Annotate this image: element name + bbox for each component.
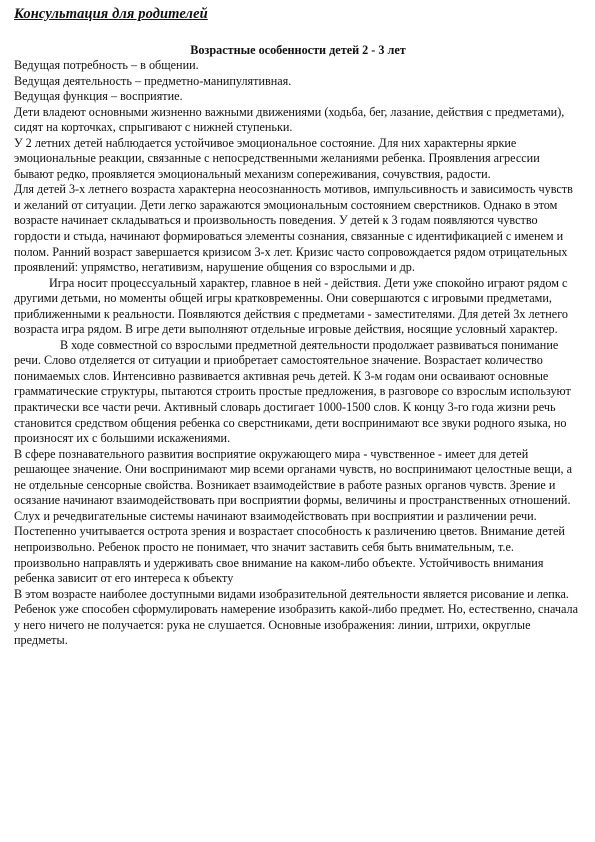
document-page	[14, 5, 582, 649]
paragraph: Дети владеют основными жизненно важными движениями (ходьба, бег, лазание, действия с предметами), сидят на корточках, спрыгивают с нижней ступеньки.	[14, 104, 565, 135]
paragraph: Ведущая деятельность – предметно-манипулятивная.	[14, 73, 292, 88]
paragraph: Ведущая функция – восприятие.	[14, 89, 183, 104]
paragraph: Для детей 3-х летнего возраста характерна неосознанность мотивов, импульсивность и зависимость чувств и желаний от ситуации. Дети легко заражаются эмоциональным состоянием сверстников. Однако в этом возрасте начинает складываться и произвольность поведения. У детей к 3 годам появляются чувство гордости и стыда, начинают формироваться элементы сознания, связанные с идентификацией с именем и полом. Ранний возраст завершается кризисом 3-х лет. Кризис часто сопровождается рядом отрицательных проявлений: упрямство, негативизм, нарушение общения со взрослыми и др.	[14, 182, 573, 275]
paragraph: В сфере познавательного развития восприятие окружающего мира - чувственное - имеет для детей решающее значение. Они воспринимают мир всеми органами чувств, но воспринимают целостные вещи, а не отдельные сенсорные свойства. Возникает взаимодействие в работе разных органов чувств. Зрение и осязание начинают взаимодействовать при восприятии формы, величины и пространственных отношений. Слух и речедвигательные системы начинают взаимодействовать при восприятии и различении речи. Постепенно учитывается острота зрения и возрастает способность к различению цветов. Внимание детей непроизвольно. Ребенок просто не понимает, что значит заставить себя быть внимательным, т.е. произвольно направлять и удерживать свое внимание на каком-либо объекте. Устойчивость внимания ребенка зависит от его интереса к объекту	[14, 446, 573, 586]
paragraph: Ведущая потребность – в общении.	[14, 58, 199, 72]
paragraph: В этом возрасте наиболее доступными видами изобразительной деятельности является рисование и лепка. Ребенок уже способен сформулировать намерение изобразить какой-либо предмет. Но, естественно, сначала у него ничего не получается: рука не слушается. Основные изображения: линии, штрихи, округлые предметы.	[14, 586, 579, 648]
document-body	[14, 58, 582, 649]
page-header: Консультация для родителей	[14, 6, 208, 22]
paragraph: В ходе совместной со взрослыми предметной деятельности продолжает развиваться понимание речи. Слово отделяется от ситуации и приобретает самостоятельное значение. Возрастает количество понимаемых слов. Интенсивно развивается активная речь детей. К 3-м годам они осваивают основные грамматические структуры, пытаются строить простые предложения, в разговоре со взрослым используют практически все части речи. Активный словарь достигает 1000-1500 слов. К концу 3-го года жизни речь становится средством общения ребенка со сверстниками, дети воспринимают все звуки родного языка, но произносят их с большими искажениями.	[14, 337, 571, 446]
paragraph: Игра носит процессуальный характер, главное в ней - действия. Дети уже спокойно играют рядом с другими детьми, но моменты общей игры кратковременны. Они совершаются с игровыми предметами, приближенными к реальности. Появляются действия с предметами - заместителями. Для детей 3х летнего возраста игра рядом. В игре дети выполняют отдельные игровые действия, носящие условный характер.	[14, 275, 569, 337]
document-title: Возрастные особенности детей 2 - 3 лет	[190, 43, 406, 57]
paragraph: У 2 летних детей наблюдается устойчивое эмоциональное состояние. Для них характерны яркие эмоциональные реакции, связанные с непосредственными желаниями ребенка. Проявления агрессии бывают редко, проявляется эмоциональный механизм сопереживания, сочувствия, радости.	[14, 135, 540, 181]
